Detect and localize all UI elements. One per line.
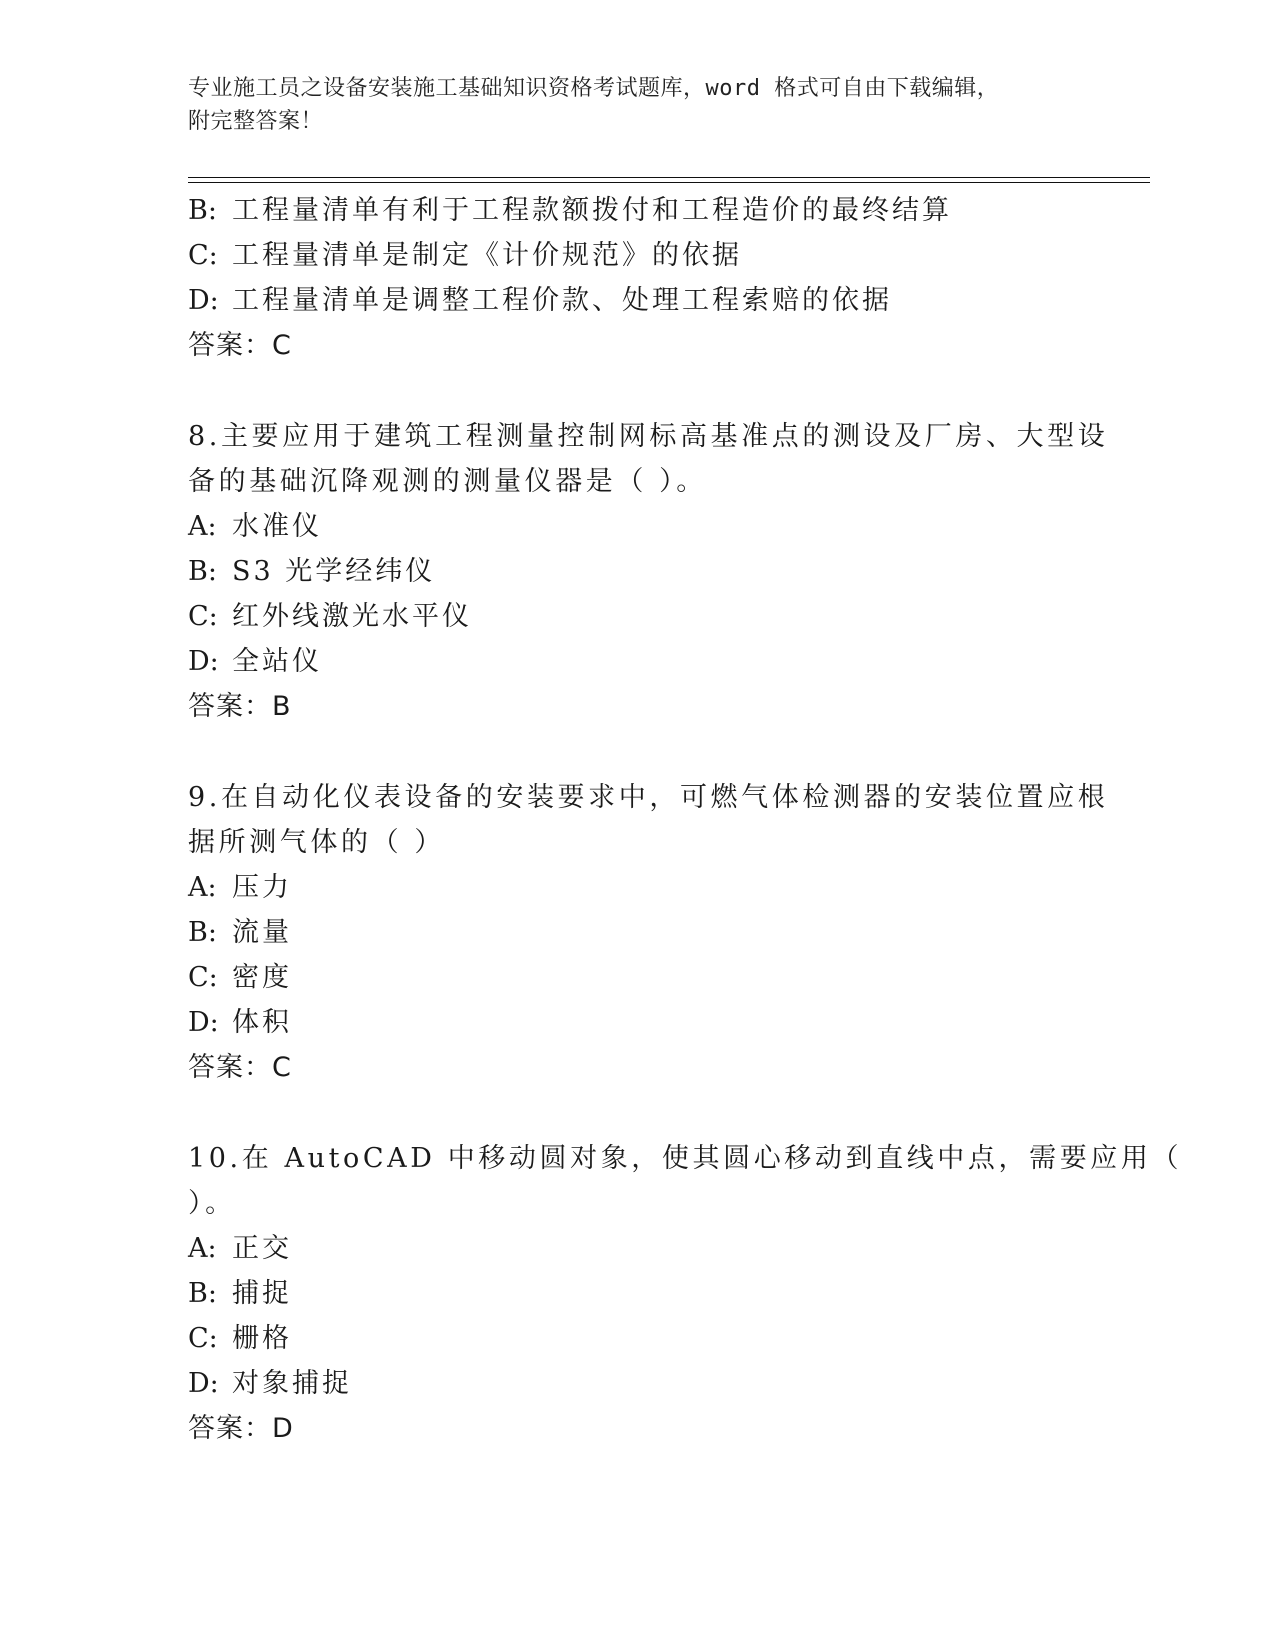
question-10: [188, 1136, 1183, 1451]
option-text: 正交: [232, 1233, 292, 1264]
answer-line: 答案：B: [188, 691, 292, 722]
option-key: D:: [188, 646, 219, 677]
option-text: 水准仪: [232, 511, 322, 542]
option-text: 对象捕捉: [232, 1368, 352, 1399]
header-divider-bottom: [188, 182, 1150, 183]
option-key: D:: [188, 1368, 219, 1399]
option-text: 压力: [232, 872, 292, 903]
option-key: A:: [188, 511, 217, 542]
option-d: [188, 278, 1088, 323]
option-c: [188, 594, 1088, 639]
question-stem-line-2: 据所测气体的（ ）: [188, 827, 445, 858]
question-stem-line-2: ）。: [188, 1188, 236, 1219]
option-text: S3 光学经纬仪: [232, 556, 436, 587]
option-b: [188, 910, 1088, 955]
option-key: B:: [188, 1278, 217, 1309]
option-key: C:: [188, 1323, 218, 1354]
option-b: [188, 188, 1088, 233]
option-c: [188, 955, 1088, 1000]
header-line-1: 专业施工员之设备安装施工基础知识资格考试题库，word 格式可自由下载编辑，: [188, 76, 1000, 101]
answer-line: 答案：C: [188, 330, 292, 361]
header-divider-top: [188, 177, 1150, 178]
question-stem-line-1: 9.在自动化仪表设备的安装要求中，可燃气体检测器的安装位置应根: [188, 782, 1109, 813]
option-text: 栅格: [232, 1323, 292, 1354]
option-key: B:: [188, 195, 217, 226]
question-stem-line-1: 10.在 AutoCAD 中移动圆对象，使其圆心移动到直线中点，需要应用（: [188, 1143, 1183, 1174]
option-key: D:: [188, 1007, 219, 1038]
document-header: [188, 72, 1068, 138]
option-text: 工程量清单有利于工程款额拨付和工程造价的最终结算: [232, 195, 952, 226]
option-text: 密度: [232, 962, 292, 993]
option-text: 捕捉: [232, 1278, 292, 1309]
option-text: 流量: [232, 917, 292, 948]
option-key: B:: [188, 556, 217, 587]
option-d: [188, 1361, 1088, 1406]
option-text: 红外线激光水平仪: [232, 601, 472, 632]
option-b: [188, 549, 1088, 594]
option-c: [188, 233, 1088, 278]
option-key: C:: [188, 962, 218, 993]
option-text: 全站仪: [232, 646, 322, 677]
option-key: A:: [188, 1233, 217, 1264]
option-a: [188, 1226, 1088, 1271]
option-c: [188, 1316, 1088, 1361]
option-key: C:: [188, 240, 218, 271]
question-list: [188, 188, 1183, 1451]
option-text: 工程量清单是制定《计价规范》的依据: [232, 240, 742, 271]
answer-line: 答案：D: [188, 1413, 294, 1444]
option-text: 体积: [232, 1007, 292, 1038]
option-d: [188, 1000, 1088, 1045]
question-8: [188, 414, 1109, 729]
option-key: A:: [188, 872, 217, 903]
option-key: B:: [188, 917, 217, 948]
option-b: [188, 1271, 1088, 1316]
question-stem-line-2: 备的基础沉降观测的测量仪器是（ ）。: [188, 466, 707, 497]
option-key: C:: [188, 601, 218, 632]
previous-question: [188, 188, 1088, 368]
option-a: [188, 865, 1088, 910]
question-9: [188, 775, 1109, 1090]
answer-line: 答案：C: [188, 1052, 292, 1083]
option-a: [188, 504, 1088, 549]
option-d: [188, 639, 1088, 684]
option-key: D:: [188, 285, 219, 316]
header-line-2: 附完整答案！: [188, 109, 324, 134]
question-stem-line-1: 8.主要应用于建筑工程测量控制网标高基准点的测设及厂房、大型设: [188, 421, 1109, 452]
option-text: 工程量清单是调整工程价款、处理工程索赔的依据: [232, 285, 892, 316]
